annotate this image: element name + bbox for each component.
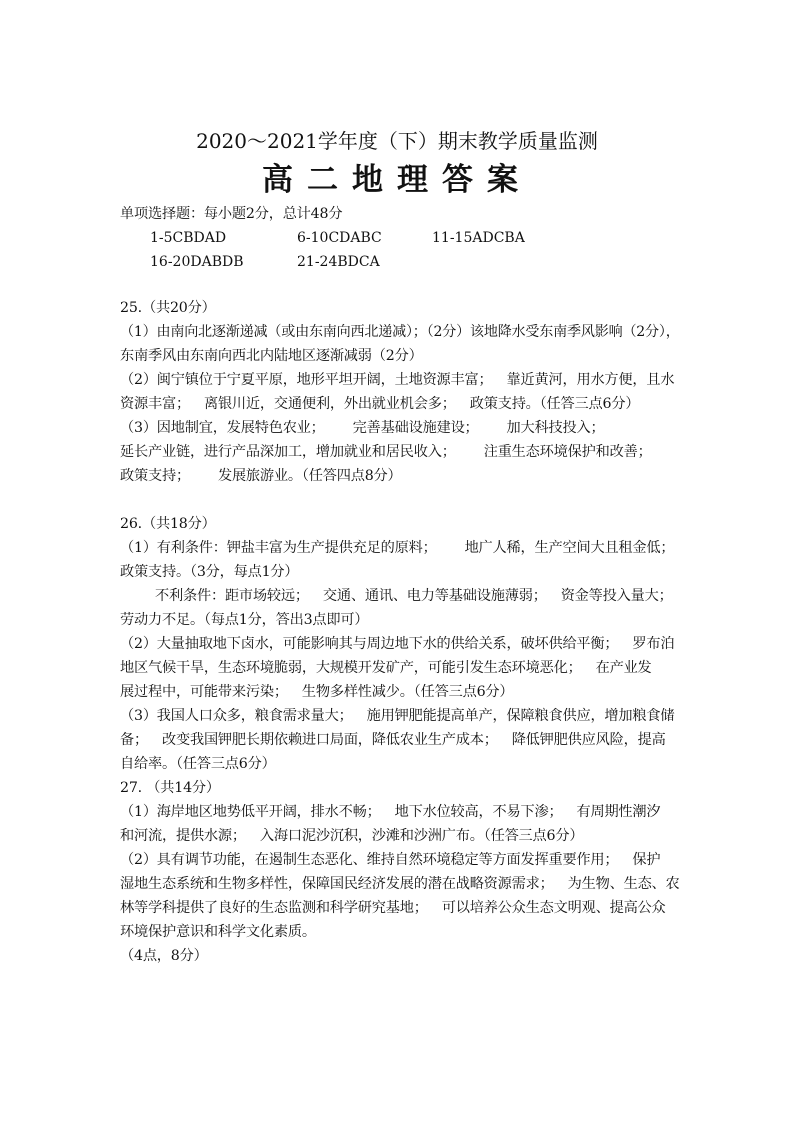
q26-segment: 地区气候干旱，生态环境脆弱，大规模开发矿产，可能引发生态环境恶化；: [120, 660, 582, 676]
q26-segment: （1）有利条件：钾盐丰富为生产提供充足的原料；: [120, 540, 437, 556]
exam-title: 2020～2021学年度（下）期末教学质量监测: [196, 129, 598, 153]
q25-segment: 资源丰富；: [120, 396, 190, 412]
q27-segment: 有周期性潮汐: [576, 804, 661, 820]
q25-segment: 靠近黄河，用水方便，且水: [506, 372, 675, 388]
q27-line: [120, 898, 666, 918]
q26-line: [120, 730, 666, 750]
q25-line: 东南季风由东南向西北内陆地区逐渐减弱（2分）: [120, 348, 423, 364]
q26-line: [120, 682, 513, 702]
q25-line: （1）由南向北逐渐递减（或由东南向西北递减）；（2分）该地降水受东南季风影响（2分），: [120, 324, 680, 340]
q27-segment: 地下水位较高，不易下渗；: [394, 804, 563, 820]
q26-segment: 备；: [120, 732, 148, 748]
q25-segment: 离银川近，交通便利，外出就业机会多；: [203, 396, 456, 412]
q26-line: [155, 586, 673, 606]
q26-segment: 改变我国钾肥长期依赖进口局面，降低农业生产成本；: [161, 732, 498, 748]
q26-line: 政策支持。（3分，每点1分）: [120, 564, 299, 580]
q27-line: （4点，8分）: [120, 948, 208, 964]
q25-segment: 完善基础设施建设；: [352, 420, 479, 436]
q26-line: 自给率。（任答三点6分）: [120, 756, 276, 772]
mc-heading: 单项选择题：每小题2分，总计48分: [120, 206, 343, 222]
q25-line: [120, 394, 639, 414]
q25-line: [120, 442, 652, 462]
q25-line: [120, 466, 402, 486]
q25-segment: 政策支持。（任答三点6分）: [469, 396, 640, 412]
q26-segment: 不利条件：距市场较远；: [155, 588, 309, 604]
q26-line: [120, 658, 652, 678]
q25-segment: （2）闽宁镇位于宁夏平原，地形平坦开阔，土地资源丰富；: [120, 372, 493, 388]
q26-segment: 生物多样性减少。（任答三点6分）: [301, 684, 514, 700]
q26-heading: 26.（共18分）: [120, 516, 216, 532]
q25-segment: 注重生态环境保护和改善；: [483, 444, 652, 460]
q25-line: [120, 418, 604, 438]
mc-answer-11-15: 11-15ADCBA: [432, 230, 525, 246]
q26-line: [120, 538, 674, 558]
answer-title: 高二地理答案: [262, 162, 532, 198]
q26-segment: 施用钾肥能提高单产，保障粮食供应，增加粮食储: [366, 708, 675, 724]
q27-line: [120, 826, 583, 846]
q26-segment: 交通、通讯、电力等基础设施薄弱；: [322, 588, 547, 604]
q26-segment: （3）我国人口众多，粮食需求量大；: [120, 708, 353, 724]
q26-segment: 在产业发: [595, 660, 652, 676]
q25-heading: 25.（共20分）: [120, 300, 216, 316]
q27-segment: 入海口泥沙沉积，沙滩和沙洲广布。（任答三点6分）: [259, 828, 584, 844]
q27-segment: （1）海岸地区地势低平开阔，排水不畅；: [120, 804, 381, 820]
q26-line: [120, 706, 674, 726]
q27-segment: 可以培养公众生态文明观、提高公众: [441, 900, 666, 916]
q27-segment: 保护: [632, 852, 661, 868]
q26-segment: 地广人稀，生产空间大且租金低；: [464, 540, 675, 556]
mc-answer-21-24: 21-24BDCA: [297, 254, 380, 270]
mc-answer-1-5: 1-5CBDAD: [150, 230, 227, 246]
mc-answer-6-10: 6-10CDABC: [297, 230, 382, 246]
q27-segment: 湿地生态系统和生物多样性，保障国民经济发展的潜在战略资源需求；: [120, 876, 554, 892]
q26-line: 劳动力不足。（每点1分，答出3点即可）: [120, 612, 369, 628]
q25-segment: 加大科技投入；: [506, 420, 605, 436]
q27-heading: 27. （共14分）: [120, 780, 220, 796]
q27-line: [120, 850, 660, 870]
q27-line: 环境保护意识和科学文化素质。: [120, 924, 316, 940]
q25-segment: 延长产业链，进行产品深加工，增加就业和居民收入；: [120, 444, 456, 460]
q26-segment: 资金等投入量大；: [560, 588, 673, 604]
q27-line: [120, 874, 680, 894]
mc-answer-16-20: 16-20DABDB: [150, 254, 244, 270]
q26-segment: 展过程中，可能带来污染；: [120, 684, 288, 700]
q27-segment: （2）具有调节功能，在遏制生态恶化、维持自然环境稳定等方面发挥重要作用；: [120, 852, 619, 868]
q26-segment: （2）大量抽取地下卤水，可能影响其与周边地下水的供给关系，破坏供给平衡；: [120, 636, 619, 652]
q26-segment: 降低钾肥供应风险，提高: [511, 732, 666, 748]
q27-segment: 为生物、生态、农: [567, 876, 680, 892]
q27-line: [120, 802, 660, 822]
q27-segment: 林等学科提供了良好的生态监测和科学研究基地；: [120, 900, 428, 916]
q26-line: [120, 634, 674, 654]
q25-segment: 政策支持；: [120, 468, 190, 484]
q25-segment: （3）因地制宜，发展特色农业；: [120, 420, 325, 436]
q26-segment: 罗布泊: [632, 636, 675, 652]
q25-line: [120, 370, 674, 390]
q25-segment: 发展旅游业。（任答四点8分）: [217, 468, 402, 484]
q27-segment: 和河流，提供水源；: [120, 828, 246, 844]
